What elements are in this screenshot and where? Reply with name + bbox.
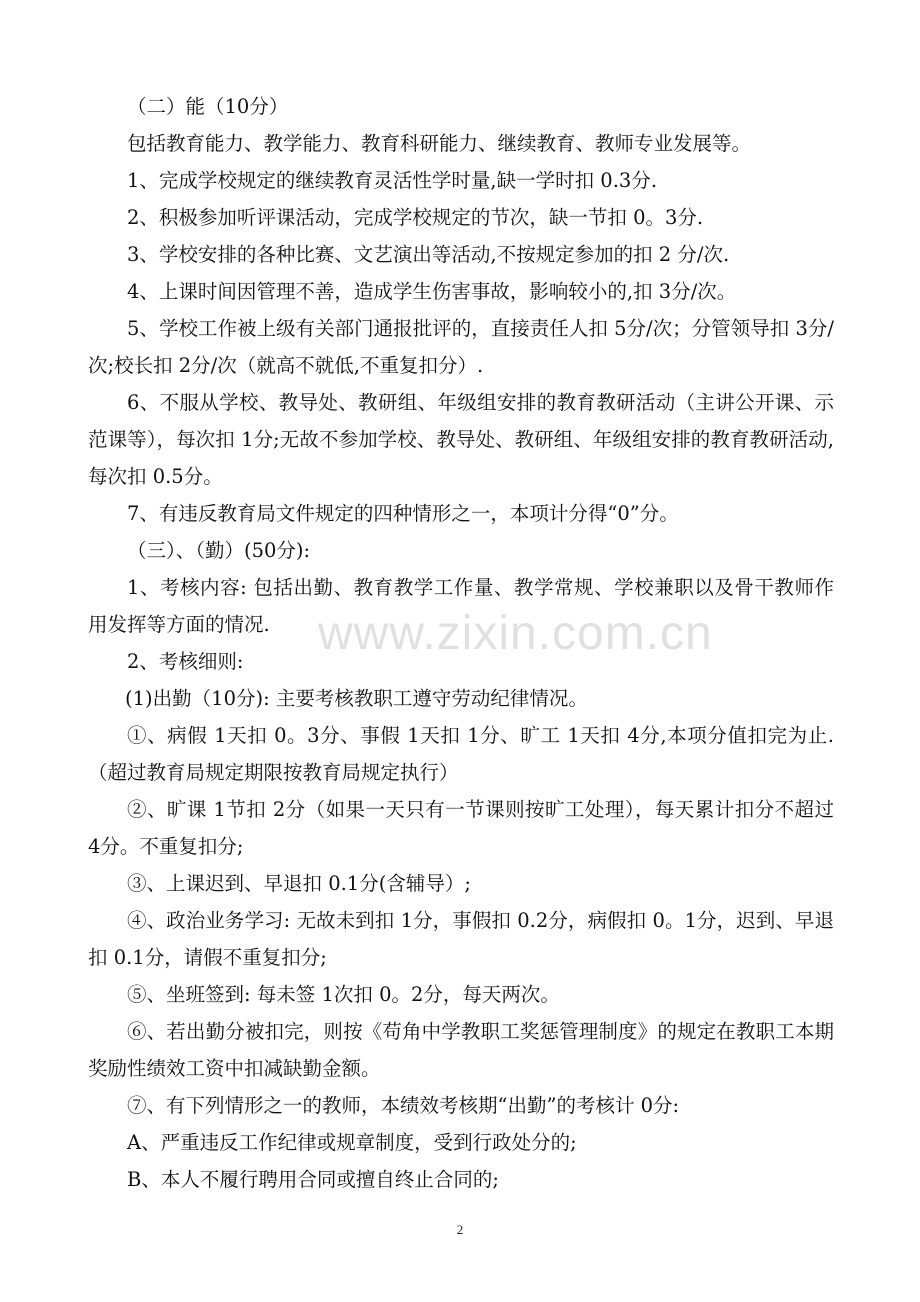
paragraph: ⑤、坐班签到: 每未签 1次扣 0。2分，每天两次。: [127, 983, 560, 1006]
paragraph: 2、考核细则:: [127, 650, 244, 673]
document-body: [88, 88, 834, 1198]
paragraph: ⑥、若出勤分被扣完，则按《苟角中学教职工奖惩管理制度》的规定在教职工本期奖励性绩效工资中扣减缺勤金额。: [88, 1020, 834, 1080]
paragraph: ①、病假 1天扣 0。3分、事假 1天扣 1分、旷工 1天扣 4分,本项分值扣完为止.（超过教育局规定期限按教育局规定执行）: [88, 724, 834, 784]
paragraph: 7、有违反教育局文件规定的四种情形之一，本项计分得“0”分。: [127, 502, 679, 525]
section-heading-diligence: （三）、（勤）(50分):: [127, 539, 311, 562]
paragraph: 1、完成学校规定的继续教育灵活性学时量,缺一学时扣 0.3分.: [127, 169, 658, 192]
paragraph: (1)出勤（10分): 主要考核教职工遵守劳动纪律情况。: [125, 687, 588, 710]
section-heading-ability: （二）能（10分）: [127, 95, 289, 118]
paragraph: ④、政治业务学习: 无故未到扣 1分，事假扣 0.2分，病假扣 0。1分，迟到、早退扣 0.1分，请假不重复扣分;: [88, 909, 834, 969]
paragraph: A、严重违反工作纪律或规章制度，受到行政处分的;: [127, 1131, 577, 1154]
paragraph: ⑦、有下列情形之一的教师，本绩效考核期“出勤”的考核计 0分:: [127, 1094, 680, 1117]
page-number: 2: [456, 1222, 464, 1237]
paragraph: B、本人不履行聘用合同或擅自终止合同的;: [127, 1168, 499, 1191]
paragraph: 3、学校安排的各种比赛、文艺演出等活动,不按规定参加的扣 2 分/次.: [127, 243, 730, 266]
watermark: www.zixin.com.cn: [318, 607, 713, 660]
paragraph: 包括教育能力、教学能力、教育科研能力、继续教育、教师专业发展等。: [127, 132, 752, 155]
paragraph: 1、考核内容: 包括出勤、教育教学工作量、教学常规、学校兼职以及骨干教师作用发挥等方面的情况.: [88, 576, 834, 636]
paragraph: 4、上课时间因管理不善，造成学生伤害事故，影响较小的,扣 3分/次。: [127, 280, 737, 303]
paragraph: ③、上课迟到、早退扣 0.1分(含辅导）;: [127, 872, 471, 895]
paragraph: 2、积极参加听评课活动，完成学校规定的节次，缺一节扣 0。3分.: [127, 206, 704, 229]
paragraph: 6、不服从学校、教导处、教研组、年级组安排的教育教研活动（主讲公开课、示范课等），每次扣 1分;无故不参加学校、教导处、教研组、年级组安排的教育教研活动,每次扣 0.5分。: [88, 391, 834, 488]
paragraph: 5、学校工作被上级有关部门通报批评的，直接责任人扣 5分/次；分管领导扣 3分/次;校长扣 2分/次（就高不就低,不重复扣分）.: [88, 317, 834, 377]
paragraph: ②、旷课 1节扣 2分（如果一天只有一节课则按旷工处理），每天累计扣分不超过 4分。不重复扣分;: [88, 798, 834, 858]
